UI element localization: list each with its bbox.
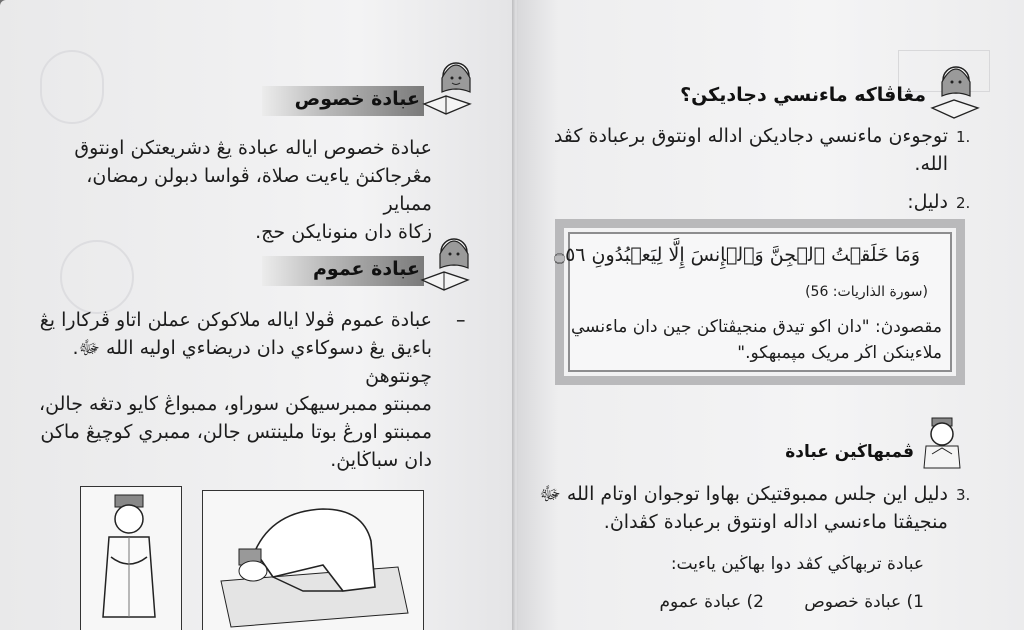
text-line: زكاة دان منونايكن حج. (255, 221, 432, 243)
text-line: الله. (914, 153, 948, 175)
girl-reading-mascot-icon (420, 234, 478, 296)
section-title-ibadah-divisions: ڤمبهاڬين عبادة (785, 442, 914, 462)
item-3-text (528, 480, 948, 536)
item-number: 1. (956, 128, 971, 146)
paragraph-ibadah-khusus (32, 134, 432, 246)
text-line: ممبنتو ممبرسيهكن سوراو، ممبواڠ كايو دتڠه جالن، (39, 393, 432, 415)
sujud-prayer-illustration (202, 490, 424, 630)
type-number: 2) (746, 592, 764, 612)
item-1-text (528, 122, 948, 178)
section-title-ibadah-umum: عبادة عموم (312, 258, 420, 280)
text-line: مڠرجاكنڽ ياءيت صلاة، ڤواسا دبولن رمضان، ممباير (86, 165, 432, 215)
text-line: ملاءينكن اڬر مريک مپمبهكو." (737, 343, 942, 363)
text-line: دليل اين جلس ممبوقتيكن بهاوا توجوان اوتام الله ﷻ (539, 483, 948, 505)
section-title-why-created: مڠاڤاكه ماءنسي دجاديكن؟ (680, 84, 926, 106)
verse-source: (سورة الذاريات: 56) (805, 284, 928, 300)
verse-meaning (558, 314, 942, 366)
item-2-text: دليل: (907, 191, 948, 213)
text-line: عبادة عموم ڤولا اياله ملاكوكن عملن اتاو ڤركارا يڠ (39, 309, 432, 331)
item-number: 2. (956, 194, 971, 212)
faded-background-figure (40, 50, 104, 124)
text-line: مقصودڽ: "دان اكو تيدق منجيڤتاكن جين دان ماءنسي (571, 317, 942, 337)
bullet-dash: – (456, 309, 466, 331)
quran-quote-frame (555, 219, 965, 385)
prostrating-figure-icon (203, 491, 423, 630)
section-title-ibadah-khusus: عبادة خصوص (294, 88, 420, 110)
type-number: 1) (906, 592, 924, 612)
boy-standing-illustration (80, 486, 182, 630)
item-number: 3. (956, 486, 971, 504)
girl-reading-mascot-icon (926, 62, 984, 122)
girl-reading-mascot-icon (420, 58, 478, 120)
text-line: منجيڤتا ماءنسي اداله اونتوق برعبادة كڤداڽ. (603, 511, 948, 533)
text-line: توجوءن ماءنسي دجاديكن اداله اونتوق برعبادة كڤد (553, 125, 948, 147)
type-label: عبادة خصوص (804, 592, 902, 612)
text-line: ممبنتو اورڠ بوتا ملينتس جالن، ممبري كوچيڠ ماكن (40, 421, 432, 443)
boy-praying-mascot-icon (914, 414, 966, 470)
boy-figure-icon (81, 487, 181, 630)
ibadah-type-1 (804, 588, 924, 616)
ibadah-type-2 (660, 588, 765, 616)
quran-verse: وَمَا خَلَقۡتُ ٱلۡجِنَّ وَٱلۡإِنسَ إِلَّا لِيَعۡبُدُونِ ۝٥٦ (553, 244, 920, 266)
quote-inner-border (553, 232, 952, 372)
text-line: عبادة خصوص اياله عبادة يڠ دشريعتكن اونتوق (74, 137, 432, 159)
faded-background-figure (60, 240, 134, 314)
text-line: باءيق يڠ دسوكاءي دان دريضاءي اوليه الله ﷻ. چونتوهڽ (72, 337, 432, 387)
paragraph-ibadah-umum (32, 306, 432, 474)
type-label: عبادة عموم (659, 592, 742, 612)
text-line: دان سباڬايڽ. (330, 449, 432, 471)
types-intro: عبادة تربهاڬي كڤد دوا بهاڬين ياءيت: (670, 554, 924, 574)
